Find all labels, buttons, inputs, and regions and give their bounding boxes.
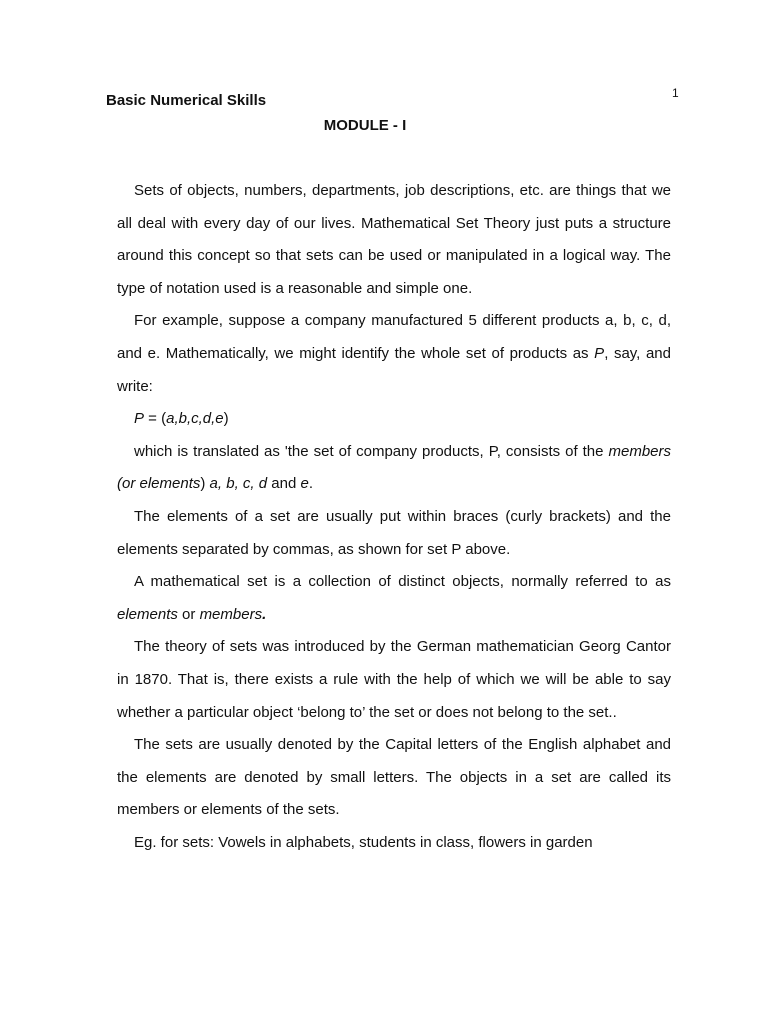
translation-and: and: [267, 475, 301, 493]
formula-elements: a,b,c,d,e: [166, 410, 224, 428]
formula-lhs: P: [134, 410, 145, 428]
translation-end: .: [308, 475, 313, 493]
set-variable: P: [594, 344, 605, 362]
paragraph-translation: [117, 436, 671, 501]
translation-italic-e: e: [300, 475, 309, 493]
translation-italic-members: members (or elements: [117, 442, 671, 493]
translation-text: which is translated as 'the set of company products, P, consists of the: [134, 442, 609, 460]
formula-equals: = (: [144, 410, 167, 428]
definition-end: .: [262, 605, 267, 623]
set-formula: [117, 403, 671, 436]
module-title: MODULE - I: [323, 117, 407, 134]
paragraph-examples: Eg. for sets: Vowels in alphabets, students in class, flowers in garden: [134, 833, 593, 851]
formula-close: ): [223, 410, 229, 428]
paragraph-example-text: For example, suppose a company manufactured 5 different products a, b, c, d, and e. Mathematically, we might identify the whole set of products as: [117, 312, 671, 362]
paragraph-cantor: The theory of sets was introduced by the German mathematician Georg Cantor in 1870. That is, there exists a rule with the help of which we will be able to say whether a particular object ‘belong to’ the set or does not belong to the set..: [117, 638, 671, 721]
definition-or: or: [177, 605, 200, 623]
page-number: 1: [672, 86, 679, 100]
definition-italic-members: members: [199, 605, 263, 623]
paragraph-example-text-end: , say, and write:: [117, 344, 671, 395]
paragraph-intro: Sets of objects, numbers, departments, job descriptions, etc. are things that we all deal with every day of our lives. Mathematical Set Theory just puts a structure around this concept so that sets can be used or manipulated in a logical way. The type of notation used is a reasonable and simple one.: [117, 182, 671, 297]
paragraph-definition: [117, 566, 671, 631]
paragraph-example: [117, 305, 671, 403]
document-header-title: Basic Numerical Skills: [106, 92, 267, 109]
paragraph-braces: The elements of a set are usually put within braces (curly brackets) and the elements separated by commas, as shown for set P above.: [117, 507, 671, 558]
document-body: [117, 175, 671, 859]
definition-italic-elements: elements: [117, 605, 178, 623]
translation-italic-elements: a, b, c, d: [209, 475, 268, 493]
translation-mid: ): [200, 475, 210, 493]
paragraph-notation: The sets are usually denoted by the Capital letters of the English alphabet and the elements are denoted by small letters. The objects in a set are called its members or elements of the sets.: [117, 736, 671, 819]
definition-text: A mathematical set is a collection of distinct objects, normally referred to as: [134, 573, 671, 591]
